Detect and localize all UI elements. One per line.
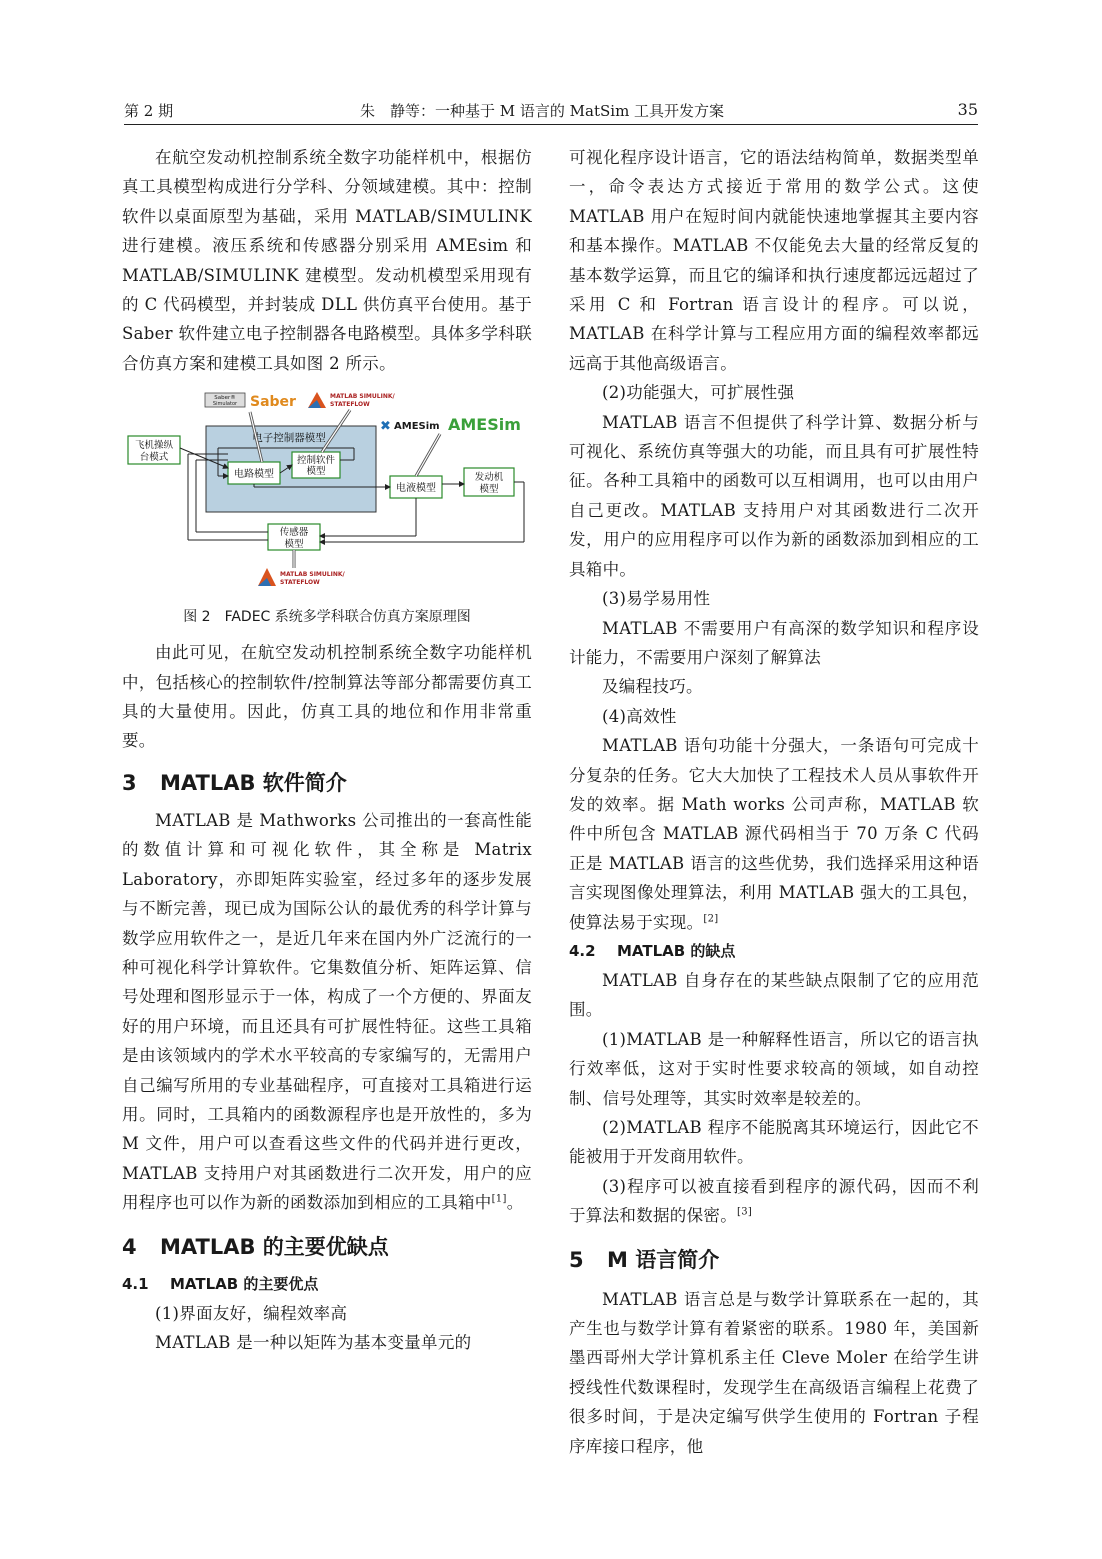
- amesim-logo: [380, 415, 521, 434]
- amesim-small-label: AMESim: [394, 421, 440, 433]
- svg-text:Simulator: Simulator: [212, 401, 238, 408]
- header-page-number: 35: [957, 100, 978, 119]
- matlab-top-label-2: STATEFLOW: [330, 401, 370, 409]
- list-item: (3)易学易用性: [602, 589, 711, 609]
- paragraph: 由此可见，在航空发动机控制系统全数字功能样机中，包括核心的控制软件/控制算法等部分都需要仿真工具的大量使用。因此，仿真工具的地位和作用非常重要。: [122, 643, 532, 751]
- section-number: 5: [569, 1247, 584, 1272]
- paragraph: MATLAB 语言总是与数学计算联系在一起的，其产生也与数学计算有着紧密的联系。1980 年，美国新墨西哥州大学计算机系主任 Cleve Moler 在给学生讲授线性代数课程时，发现学生在高级语言编程上花费了很多时间，于是决定编写供学生使用的 Fortran 子程序库接口程序，他: [569, 1289, 979, 1456]
- matlab-logo-top: [308, 392, 395, 408]
- matlab-logo-bottom: [258, 568, 345, 586]
- section-number: 4: [122, 1234, 137, 1259]
- subsection-title: MATLAB 的主要优点: [170, 1274, 319, 1293]
- running-header: [124, 98, 978, 125]
- paragraph: MATLAB 语句功能十分强大，一条语句可完成十分复杂的任务。它大大加快了工程技术人员从事软件开发的效率。据 Math works 公司声称，MATLAB 软件中所包含 MATLAB 源代码相当于 70 万条 C 代码正是 MATLAB 语言的这些优势，我们选择采用这种语言实现图像处理算法，利用 MATLAB 强大的工具包，使算法易于实现。[2]: [569, 736, 979, 932]
- saber-logo: [205, 393, 296, 410]
- matlab-bottom-label-2: STATEFLOW: [280, 579, 320, 587]
- fadec-diagram: [122, 390, 532, 586]
- citation: [3]: [737, 1206, 753, 1218]
- svg-text:传感器: 传感器: [279, 527, 309, 539]
- list-item: (4)高效性: [602, 706, 677, 726]
- subsection-title: MATLAB 的缺点: [617, 941, 736, 960]
- svg-text:模型: 模型: [306, 466, 326, 478]
- subsection-number: 4.2: [569, 941, 596, 960]
- svg-text:✖: ✖: [380, 419, 391, 435]
- svg-text:发动机: 发动机: [474, 472, 504, 484]
- saber-badge-text: Saber®: [214, 395, 236, 402]
- section-heading-4: [122, 1232, 532, 1262]
- paragraph: MATLAB 自身存在的某些缺点限制了它的应用范围。: [569, 970, 979, 1020]
- citation: [1]: [491, 1193, 507, 1205]
- paragraph: (3)程序可以被直接看到程序的源代码，因而不利于算法和数据的保密。[3]: [569, 1176, 979, 1226]
- paragraph: 可视化程序设计语言，它的语法结构简单，数据类型单一，命令表达方式接近于常用的数学公式。这使 MATLAB 用户在短时间内就能快速地掌握其主要内容和基本操作。MATLAB 不仅能免去大量的经常反复的基本数学运算，而且它的编译和执行速度都远远超过了采用 C 和 Fortran 语言设计的程序。可以说，MATLAB 在科学计算与工程应用方面的编程效率都远远高于其他高级语言。: [569, 148, 979, 373]
- subsection-number: 4.1: [122, 1274, 149, 1293]
- ecu-label: 电子控制器模型: [252, 432, 326, 445]
- header-issue: 第 2 期: [124, 102, 174, 120]
- paragraph: MATLAB 是一种以矩阵为基本变量单元的: [155, 1332, 472, 1352]
- matlab-bottom-label-1: MATLAB SIMULINK/: [280, 571, 345, 579]
- amesim-big-label: AMESim: [448, 415, 521, 435]
- paragraph: 在航空发动机控制系统全数字功能样机中，根据仿真工具模型构成进行分学科、分领域建模。其中：控制软件以桌面原型为基础，采用 MATLAB/SIMULINK 进行建模。液压系统和传感器分别采用 AMEsim 和 MATLAB/SIMULINK 建模型。发动机模型采用现有的 C 代码模型，并封装成 DLL 供仿真平台使用。基于 Saber 软件建立电子控制器各电路模型。具体多学科联合仿真方案和建模工具如图 2 所示。: [122, 148, 532, 373]
- list-item: (2)功能强大，可扩展性强: [602, 383, 795, 403]
- svg-text:模型: 模型: [479, 484, 499, 496]
- subsection-heading-4-2: [569, 937, 979, 966]
- svg-text:模型: 模型: [284, 539, 304, 551]
- section-title: M 语言简介: [607, 1247, 720, 1272]
- paragraph: MATLAB 是 Mathworks 公司推出的一套高性能的数值计算和可视化软件，其全称是 Matrix Laboratory，亦即矩阵实验室，经过多年的逐步发展与不断完善，现已成为国际公认的最优秀的科学计算与数学应用软件之一，是近几年来在国内外广泛流行的一种可视化科学计算软件。它集数值分析、矩阵运算、信号处理和图形显示于一体，构成了一个方便的、界面友好的用户环境，而且还具有可扩展性特征。这些工具箱是由该领域内的学术水平较高的专家编写的，无需用户自己编写所用的专业基础程序，可直接对工具箱进行运用。同时，工具箱内的函数源程序也是开放性的，多为 M 文件，用户可以查看这些文件的代码并进行更改，MATLAB 支持用户对其函数进行二次开发，用户的应用程序也可以作为新的函数添加到相应的工具箱中[1]。: [122, 810, 532, 1213]
- paragraph: MATLAB 不需要用户有高深的数学知识和程序设计能力，不需要用户深刻了解算法: [569, 618, 979, 667]
- section-heading-5: [569, 1245, 979, 1275]
- matlab-top-label-1: MATLAB SIMULINK/: [330, 393, 395, 401]
- right-column: [569, 143, 979, 1461]
- citation: [2]: [703, 913, 719, 925]
- left-column: [122, 143, 532, 1357]
- svg-text:电路模型: 电路模型: [234, 469, 274, 481]
- figure-caption: [122, 606, 532, 628]
- subsection-heading-4-1: [122, 1270, 532, 1299]
- header-article-title: 朱 静等：一种基于 M 语言的 MatSim 工具开发方案: [360, 102, 725, 120]
- caption-number: 图 2: [183, 609, 211, 626]
- paragraph: (1)MATLAB 是一种解释性语言，所以它的语言执行效率低，这对于实时性要求较高的领域，如自动控制、信号处理等，其实时效率是较差的。: [569, 1029, 979, 1108]
- paragraph: 及编程技巧。: [602, 677, 703, 697]
- svg-text:电液模型: 电液模型: [396, 483, 436, 495]
- section-number: 3: [122, 770, 137, 795]
- list-item: (1)界面友好，编程效率高: [155, 1303, 348, 1323]
- paragraph: (2)MATLAB 程序不能脱离其环境运行，因此它不能被用于开发商用软件。: [569, 1118, 979, 1167]
- svg-text:台模式: 台模式: [139, 452, 169, 464]
- caption-text: FADEC 系统多学科联合仿真方案原理图: [224, 609, 471, 626]
- paragraph: MATLAB 语言不但提供了科学计算、数据分析与可视化、系统仿真等强大的功能，而且具有可扩展性特征。各种工具箱中的函数可以互相调用，也可以由用户自己更改。MATLAB 支持用户对其函数进行二次开发，用户的应用程序可以作为新的函数添加到相应的工具箱中。: [569, 412, 979, 579]
- section-title: MATLAB 的主要优缺点: [160, 1234, 389, 1259]
- svg-text:控制软件: 控制软件: [296, 455, 336, 467]
- section-heading-3: [122, 768, 532, 798]
- svg-text:飞机操纵: 飞机操纵: [134, 440, 174, 452]
- section-title: MATLAB 软件简介: [160, 770, 347, 795]
- saber-wordmark: Saber: [250, 394, 296, 411]
- figure-2: [122, 390, 532, 586]
